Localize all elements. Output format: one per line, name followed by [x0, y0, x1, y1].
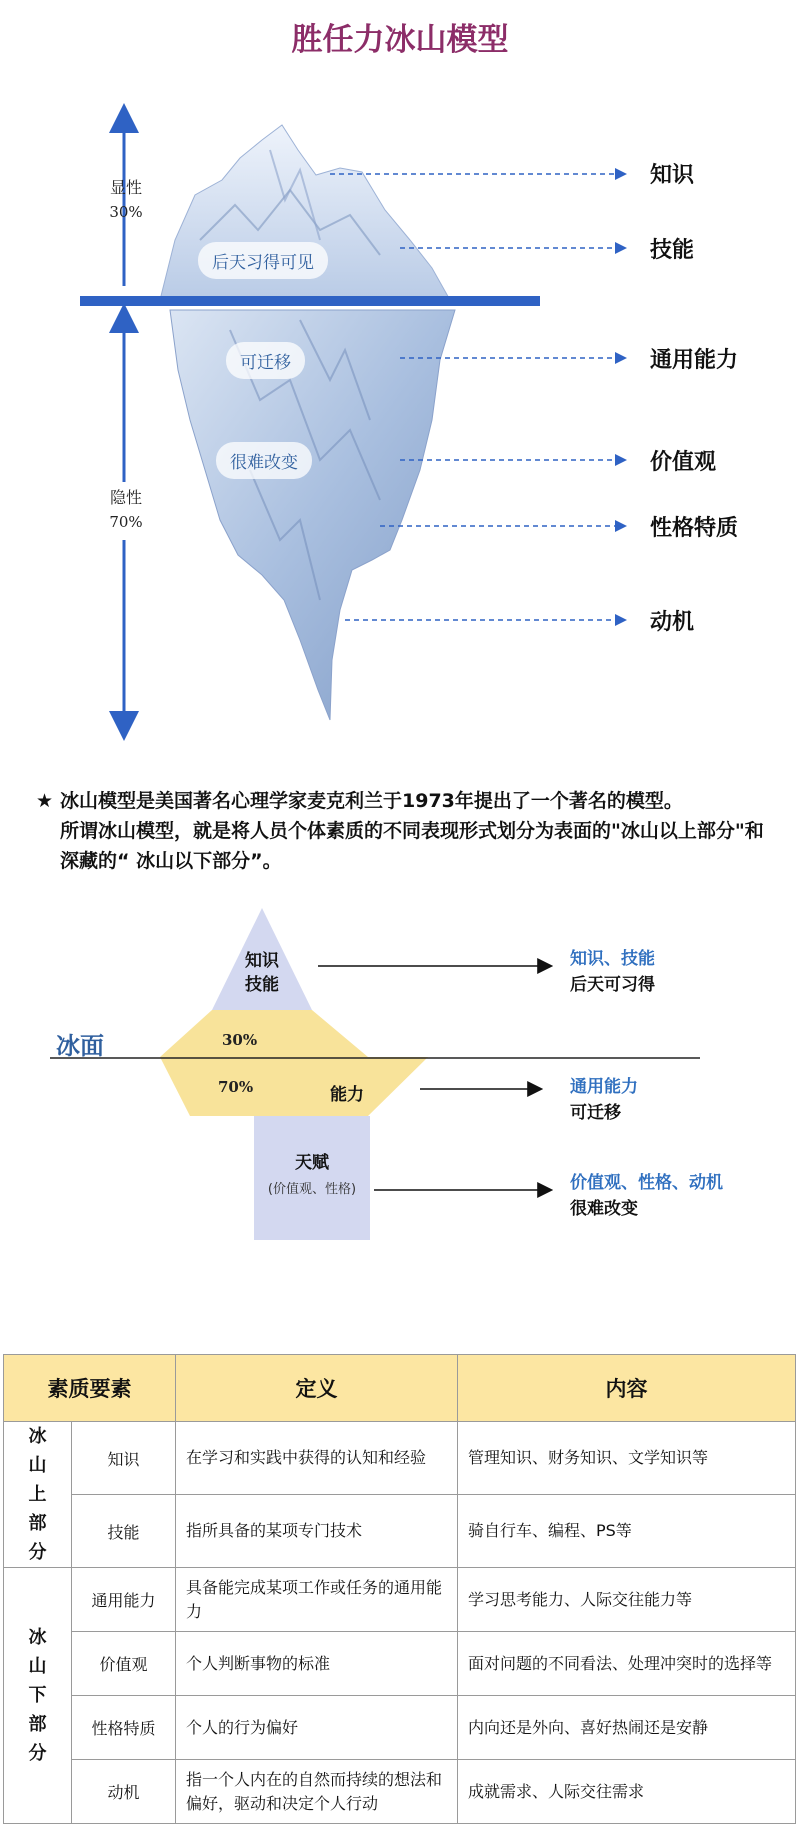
- ice-surface-label: 冰面: [56, 1032, 104, 1060]
- row-definition: 具备能完成某项工作或任务的通用能力: [176, 1568, 458, 1632]
- explicit-pct: 30%: [109, 203, 143, 221]
- row-definition: 在学习和实践中获得的认知和经验: [176, 1422, 458, 1495]
- row-content: 面对问题的不同看法、处理冲突时的选择等: [458, 1632, 796, 1696]
- explicit-text: 显性: [109, 178, 142, 197]
- competency-table: [3, 1354, 796, 1824]
- table-row: [4, 1422, 796, 1495]
- funnel-ability: 能力: [330, 1085, 364, 1105]
- funnel-skill: 技能: [245, 975, 279, 995]
- row-content: 学习思考能力、人际交往能力等: [458, 1568, 796, 1632]
- label-values: 价值观: [650, 450, 717, 475]
- output-3-blue: 价值观、性格、动机: [570, 1173, 723, 1193]
- note-line-2: 所谓冰山模型，就是将人员个体素质的不同表现形式划分为表面的"冰山以上部分"和深藏的“ 冰山以下部分”。: [60, 820, 764, 872]
- pill-hard-to-change: 很难改变: [216, 442, 312, 479]
- pct-below: 70%: [218, 1078, 254, 1096]
- row-content: 管理知识、财务知识、文学知识等: [458, 1422, 796, 1495]
- label-skill: 技能: [650, 238, 695, 263]
- output-2-blue: 通用能力: [570, 1077, 638, 1097]
- funnel-knowledge: 知识: [245, 951, 279, 971]
- table-row: [4, 1760, 796, 1824]
- header-content: 内容: [458, 1355, 796, 1422]
- implicit-text: 隐性: [109, 488, 142, 507]
- pill-acquired-visible: 后天习得可见: [198, 242, 328, 279]
- header-element: 素质要素: [4, 1355, 176, 1422]
- row-name: 动机: [72, 1760, 176, 1824]
- row-definition: 指一个人内在的自然而持续的想法和偏好，驱动和决定个人行动: [176, 1760, 458, 1824]
- pct-above: 30%: [222, 1031, 258, 1049]
- output-1-black: 后天可习得: [570, 975, 655, 995]
- page-title: 胜任力冰山模型: [291, 22, 509, 58]
- output-2-black: 可迁移: [570, 1103, 621, 1123]
- implicit-pct: 70%: [109, 513, 143, 531]
- table-row: [4, 1632, 796, 1696]
- group-above-water: 冰山上部分: [4, 1422, 72, 1568]
- row-name: 价值观: [72, 1632, 176, 1696]
- header-definition: 定义: [176, 1355, 458, 1422]
- label-personality: 性格特质: [650, 516, 739, 541]
- funnel-band: [160, 1010, 428, 1116]
- table-row: [4, 1696, 796, 1760]
- pill-transferable: 可迁移: [226, 342, 305, 379]
- output-1-blue: 知识、技能: [570, 949, 655, 969]
- star-icon: ★: [36, 790, 54, 812]
- row-definition: 个人的行为偏好: [176, 1696, 458, 1760]
- row-name: 性格特质: [72, 1696, 176, 1760]
- row-content: 成就需求、人际交往需求: [458, 1760, 796, 1824]
- label-motivation: 动机: [650, 610, 695, 635]
- note-line-1: 冰山模型是美国著名心理学家麦克利兰于1973年提出了一个著名的模型。: [60, 790, 683, 812]
- row-content: 内向还是外向、喜好热闹还是安静: [458, 1696, 796, 1760]
- output-3-black: 很难改变: [570, 1199, 638, 1219]
- row-content: 骑自行车、编程、PS等: [458, 1495, 796, 1568]
- funnel-talent: 天赋: [295, 1153, 329, 1173]
- funnel-talent-sub: (价值观、性格): [267, 1182, 357, 1197]
- table-row: [4, 1495, 796, 1568]
- table-header-row: [4, 1355, 796, 1422]
- row-name: 知识: [72, 1422, 176, 1495]
- row-definition: 个人判断事物的标准: [176, 1632, 458, 1696]
- row-name: 技能: [72, 1495, 176, 1568]
- group-below-water: 冰山下部分: [4, 1568, 72, 1824]
- row-name: 通用能力: [72, 1568, 176, 1632]
- label-general-ability: 通用能力: [650, 348, 739, 373]
- label-knowledge: 知识: [650, 163, 695, 188]
- table-row: [4, 1568, 796, 1632]
- row-definition: 指所具备的某项专门技术: [176, 1495, 458, 1568]
